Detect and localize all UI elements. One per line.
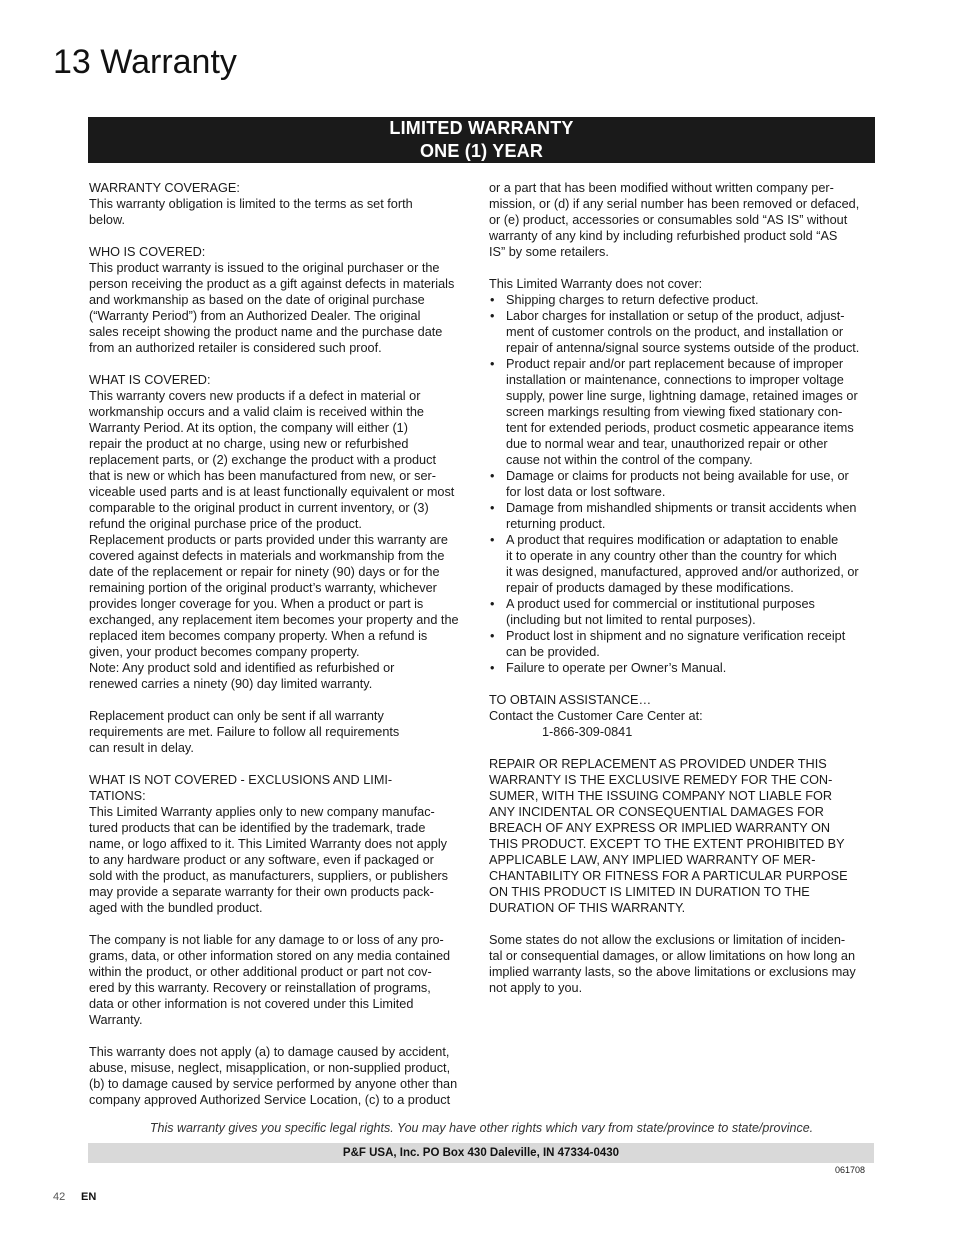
text-line: IS” by some retailers. bbox=[489, 245, 609, 259]
bullet-continuation: repair of products damaged by these modifications. bbox=[506, 581, 794, 595]
bullet-item bbox=[489, 628, 875, 644]
text-line: Warranty. bbox=[89, 1013, 143, 1027]
text-line: WHAT IS COVERED: bbox=[89, 373, 211, 387]
text-line: refund the original purchase price of the product. bbox=[89, 517, 362, 531]
text-line: and workmanship as based on the date of original purchase bbox=[89, 293, 425, 307]
bullet-continuation: tent for extended periods, product cosmetic appearance items bbox=[506, 421, 854, 435]
text-line: Contact the Customer Care Center at: bbox=[489, 709, 703, 723]
text-line: tal or consequential damages, or allow limitations on how long an bbox=[489, 949, 856, 963]
text-line: TO OBTAIN ASSISTANCE… bbox=[489, 693, 652, 707]
text-line: This warranty covers new products if a defect in material or bbox=[89, 389, 421, 403]
paragraph-gap bbox=[89, 916, 473, 932]
text-line: mission, or (d) if any serial number has been removed or defaced, bbox=[489, 197, 860, 211]
bullet-continuation: returning product. bbox=[506, 517, 606, 531]
text-line: to any hardware product or any software, even if packaged or bbox=[89, 853, 434, 867]
text-line: This warranty does not apply (a) to damage caused by accident, bbox=[89, 1045, 450, 1059]
text-line: company approved Authorized Service Location, (c) to a product bbox=[89, 1093, 451, 1107]
bullet-icon: • bbox=[490, 309, 495, 323]
right-column bbox=[489, 180, 875, 996]
text-line: grams, data, or other information stored on any media contained bbox=[89, 949, 451, 963]
bullet-continuation: cause not within the control of the company. bbox=[506, 453, 753, 467]
paragraph-gap bbox=[89, 692, 473, 708]
bullet-item bbox=[489, 660, 875, 676]
text-line: comparable to the original product in current inventory, or (3) bbox=[89, 501, 429, 515]
text-line: that is new or which has been manufactured from new, or ser- bbox=[89, 469, 436, 483]
bullet-icon: • bbox=[490, 533, 495, 547]
text-line: This Limited Warranty applies only to new company manufac- bbox=[89, 805, 435, 819]
text-line: This product warranty is issued to the original purchaser or the bbox=[89, 261, 440, 275]
text-line: ON THIS PRODUCT IS LIMITED IN DURATION TO THE bbox=[489, 885, 810, 899]
paragraph-gap bbox=[89, 756, 473, 772]
bullet-continuation: can be provided. bbox=[506, 645, 600, 659]
text-line: renewed carries a ninety (90) day limited warranty. bbox=[89, 677, 373, 691]
bullet-text: Damage or claims for products not being available for use, or bbox=[506, 469, 849, 483]
text-line: workmanship occurs and a valid claim is received within the bbox=[89, 405, 424, 419]
text-line: sold with the product, as manufacturers, suppliers, or publishers bbox=[89, 869, 448, 883]
text-line: tured products that can be identified by the trademark, trade bbox=[89, 821, 426, 835]
bullet-continuation: screen markings resulting from viewing fixed stationary con- bbox=[506, 405, 843, 419]
text-line: can result in delay. bbox=[89, 741, 194, 755]
bullet-item bbox=[489, 532, 875, 548]
text-line: Replacement products or parts provided under this warranty are bbox=[89, 533, 448, 547]
text-line: requirements are met. Failure to follow all requirements bbox=[89, 725, 400, 739]
text-line: Warranty Period. At its option, the company will either (1) bbox=[89, 421, 408, 435]
text-line: warranty of any kind by including refurbished product sold “AS bbox=[489, 229, 838, 243]
text-line: WARRANTY IS THE EXCLUSIVE REMEDY FOR THE CON- bbox=[489, 773, 833, 787]
bullet-item bbox=[489, 292, 875, 308]
paragraph-gap bbox=[489, 676, 875, 692]
document-code: 061708 bbox=[835, 1165, 866, 1175]
left-column bbox=[89, 180, 473, 1108]
text-line: SUMER, WITH THE ISSUING COMPANY NOT LIABLE FOR bbox=[489, 789, 833, 803]
bullet-text: A product used for commercial or institutional purposes bbox=[506, 597, 815, 611]
bullet-continuation: (including but not limited to rental purposes). bbox=[506, 613, 756, 627]
bullet-text: Damage from mishandled shipments or transit accidents when bbox=[506, 501, 857, 515]
text-line: below. bbox=[89, 213, 125, 227]
bullet-icon: • bbox=[490, 597, 495, 611]
paragraph-gap bbox=[489, 740, 875, 756]
text-line: given, your product becomes company property. bbox=[89, 645, 360, 659]
page-title: 13 Warranty bbox=[53, 43, 237, 81]
bullet-continuation: it to operate in any country other than the country for which bbox=[506, 549, 837, 563]
bullet-continuation: due to normal wear and tear, unauthorized repair or other bbox=[506, 437, 828, 451]
text-line: provides longer coverage for you. When a product or part is bbox=[89, 597, 424, 611]
bullet-item bbox=[489, 500, 875, 516]
bullet-item bbox=[489, 308, 875, 324]
text-line: REPAIR OR REPLACEMENT AS PROVIDED UNDER THIS bbox=[489, 757, 827, 771]
warranty-banner bbox=[88, 117, 875, 163]
text-line: repair the product at no charge, using new or refurbished bbox=[89, 437, 409, 451]
text-line: THIS PRODUCT. EXCEPT TO THE EXTENT PROHIBITED BY bbox=[489, 837, 845, 851]
text-line: not apply to you. bbox=[489, 981, 583, 995]
text-line: ANY INCIDENTAL OR CONSEQUENTIAL DAMAGES FOR bbox=[489, 805, 824, 819]
text-line: (“Warranty Period”) from an Authorized Dealer. The original bbox=[89, 309, 421, 323]
text-line: name, or logo affixed to it. This Limited Warranty does not apply bbox=[89, 837, 448, 851]
text-line: implied warranty lasts, so the above limitations or exclusions may bbox=[489, 965, 856, 979]
text-line: WHO IS COVERED: bbox=[89, 245, 206, 259]
bullet-icon: • bbox=[490, 293, 495, 307]
text-line: within the product, or other additional product or part not cov- bbox=[89, 965, 432, 979]
text-line: WHAT IS NOT COVERED - EXCLUSIONS AND LIMI- bbox=[89, 773, 393, 787]
text-line: DURATION OF THIS WARRANTY. bbox=[489, 901, 686, 915]
bullet-icon: • bbox=[490, 469, 495, 483]
bullet-item bbox=[489, 596, 875, 612]
bullet-continuation: repair of antenna/signal source systems outside of the product. bbox=[506, 341, 860, 355]
text-line: APPLICABLE LAW, ANY IMPLIED WARRANTY OF MER- bbox=[489, 853, 816, 867]
text-line: replacement parts, or (2) exchange the product with a product bbox=[89, 453, 436, 467]
text-line: from an authorized retailer is considered such proof. bbox=[89, 341, 382, 355]
text-line: Some states do not allow the exclusions or limitation of inciden- bbox=[489, 933, 846, 947]
bullet-continuation: supply, power line surge, lightning damage, retained images or bbox=[506, 389, 858, 403]
text-line: data or other information is not covered under this Limited bbox=[89, 997, 414, 1011]
bullet-icon: • bbox=[490, 357, 495, 371]
bullet-item bbox=[489, 468, 875, 484]
paragraph-gap bbox=[489, 916, 875, 932]
text-line: person receiving the product as a gift against defects in materials bbox=[89, 277, 455, 291]
text-line: exchanged, any replacement item becomes your property and the bbox=[89, 613, 459, 627]
text-line: The company is not liable for any damage to or loss of any pro- bbox=[89, 933, 444, 947]
text-line: or (e) product, accessories or consumables sold “AS IS” without bbox=[489, 213, 848, 227]
text-line: This warranty obligation is limited to the terms as set forth bbox=[89, 197, 413, 211]
text-line: sales receipt showing the product name and the purchase date bbox=[89, 325, 443, 339]
legal-rights-note: This warranty gives you specific legal rights. You may have other rights which vary from state/province to state/province. bbox=[149, 1121, 814, 1135]
text-line: Note: Any product sold and identified as refurbished or bbox=[89, 661, 395, 675]
bullet-text: Labor charges for installation or setup of the product, adjust- bbox=[506, 309, 845, 323]
bullet-text: A product that requires modification or adaptation to enable bbox=[506, 533, 839, 547]
text-line: aged with the bundled product. bbox=[89, 901, 263, 915]
text-line: BREACH OF ANY EXPRESS OR IMPLIED WARRANTY ON bbox=[489, 821, 830, 835]
bullet-icon: • bbox=[490, 501, 495, 515]
text-line: may provide a separate warranty for their own products pack- bbox=[89, 885, 434, 899]
bullet-continuation: it was designed, manufactured, approved and/or authorized, or bbox=[506, 565, 859, 579]
text-line: covered against defects in materials and workmanship from the bbox=[89, 549, 445, 563]
bullet-text: Failure to operate per Owner’s Manual. bbox=[506, 661, 727, 675]
text-line: WARRANTY COVERAGE: bbox=[89, 181, 240, 195]
paragraph-gap bbox=[89, 1028, 473, 1044]
text-line: This Limited Warranty does not cover: bbox=[489, 277, 703, 291]
text-line: replaced item becomes company property. When a refund is bbox=[89, 629, 428, 643]
banner-subtitle: ONE (1) YEAR bbox=[419, 141, 544, 161]
company-address-bar: P&F USA, Inc. PO Box 430 Daleville, IN 47334-0430 bbox=[88, 1143, 874, 1163]
bullet-item bbox=[489, 356, 875, 372]
bullet-icon: • bbox=[490, 629, 495, 643]
text-line: abuse, misuse, neglect, misapplication, or non-supplied product, bbox=[89, 1061, 451, 1075]
text-line: Replacement product can only be sent if all warranty bbox=[89, 709, 384, 723]
text-line: or a part that has been modified without written company per- bbox=[489, 181, 834, 195]
text-line: remaining portion of the original product’s warranty, whichever bbox=[89, 581, 437, 595]
text-line: viceable used parts and is at least functionally equivalent or most bbox=[89, 485, 455, 499]
page-number: 42 bbox=[53, 1191, 66, 1203]
text-line: ered by this warranty. Recovery or reinstallation of programs, bbox=[89, 981, 431, 995]
paragraph-gap bbox=[89, 356, 473, 372]
customer-care-phone: 1-866-309-0841 bbox=[542, 725, 633, 739]
language-code: EN bbox=[81, 1191, 97, 1203]
text-line: CHANTABILITY OR FITNESS FOR A PARTICULAR PURPOSE bbox=[489, 869, 848, 883]
bullet-text: Product repair and/or part replacement because of improper bbox=[506, 357, 844, 371]
text-line: date of the replacement or repair for ninety (90) days or for the bbox=[89, 565, 440, 579]
text-line: (b) to damage caused by service performed by anyone other than bbox=[89, 1077, 458, 1091]
bullet-text: Shipping charges to return defective product. bbox=[506, 293, 759, 307]
paragraph-gap bbox=[489, 260, 875, 276]
paragraph-gap bbox=[89, 228, 473, 244]
bullet-continuation: ment of customer controls on the product, and installation or bbox=[506, 325, 844, 339]
text-line: TATIONS: bbox=[89, 789, 146, 803]
bullet-icon: • bbox=[490, 661, 495, 675]
banner-title: LIMITED WARRANTY bbox=[389, 118, 574, 138]
bullet-continuation: installation or maintenance, connections to improper voltage bbox=[506, 373, 844, 387]
bullet-text: Product lost in shipment and no signature verification receipt bbox=[506, 629, 846, 643]
bullet-continuation: for lost data or lost software. bbox=[506, 485, 666, 499]
